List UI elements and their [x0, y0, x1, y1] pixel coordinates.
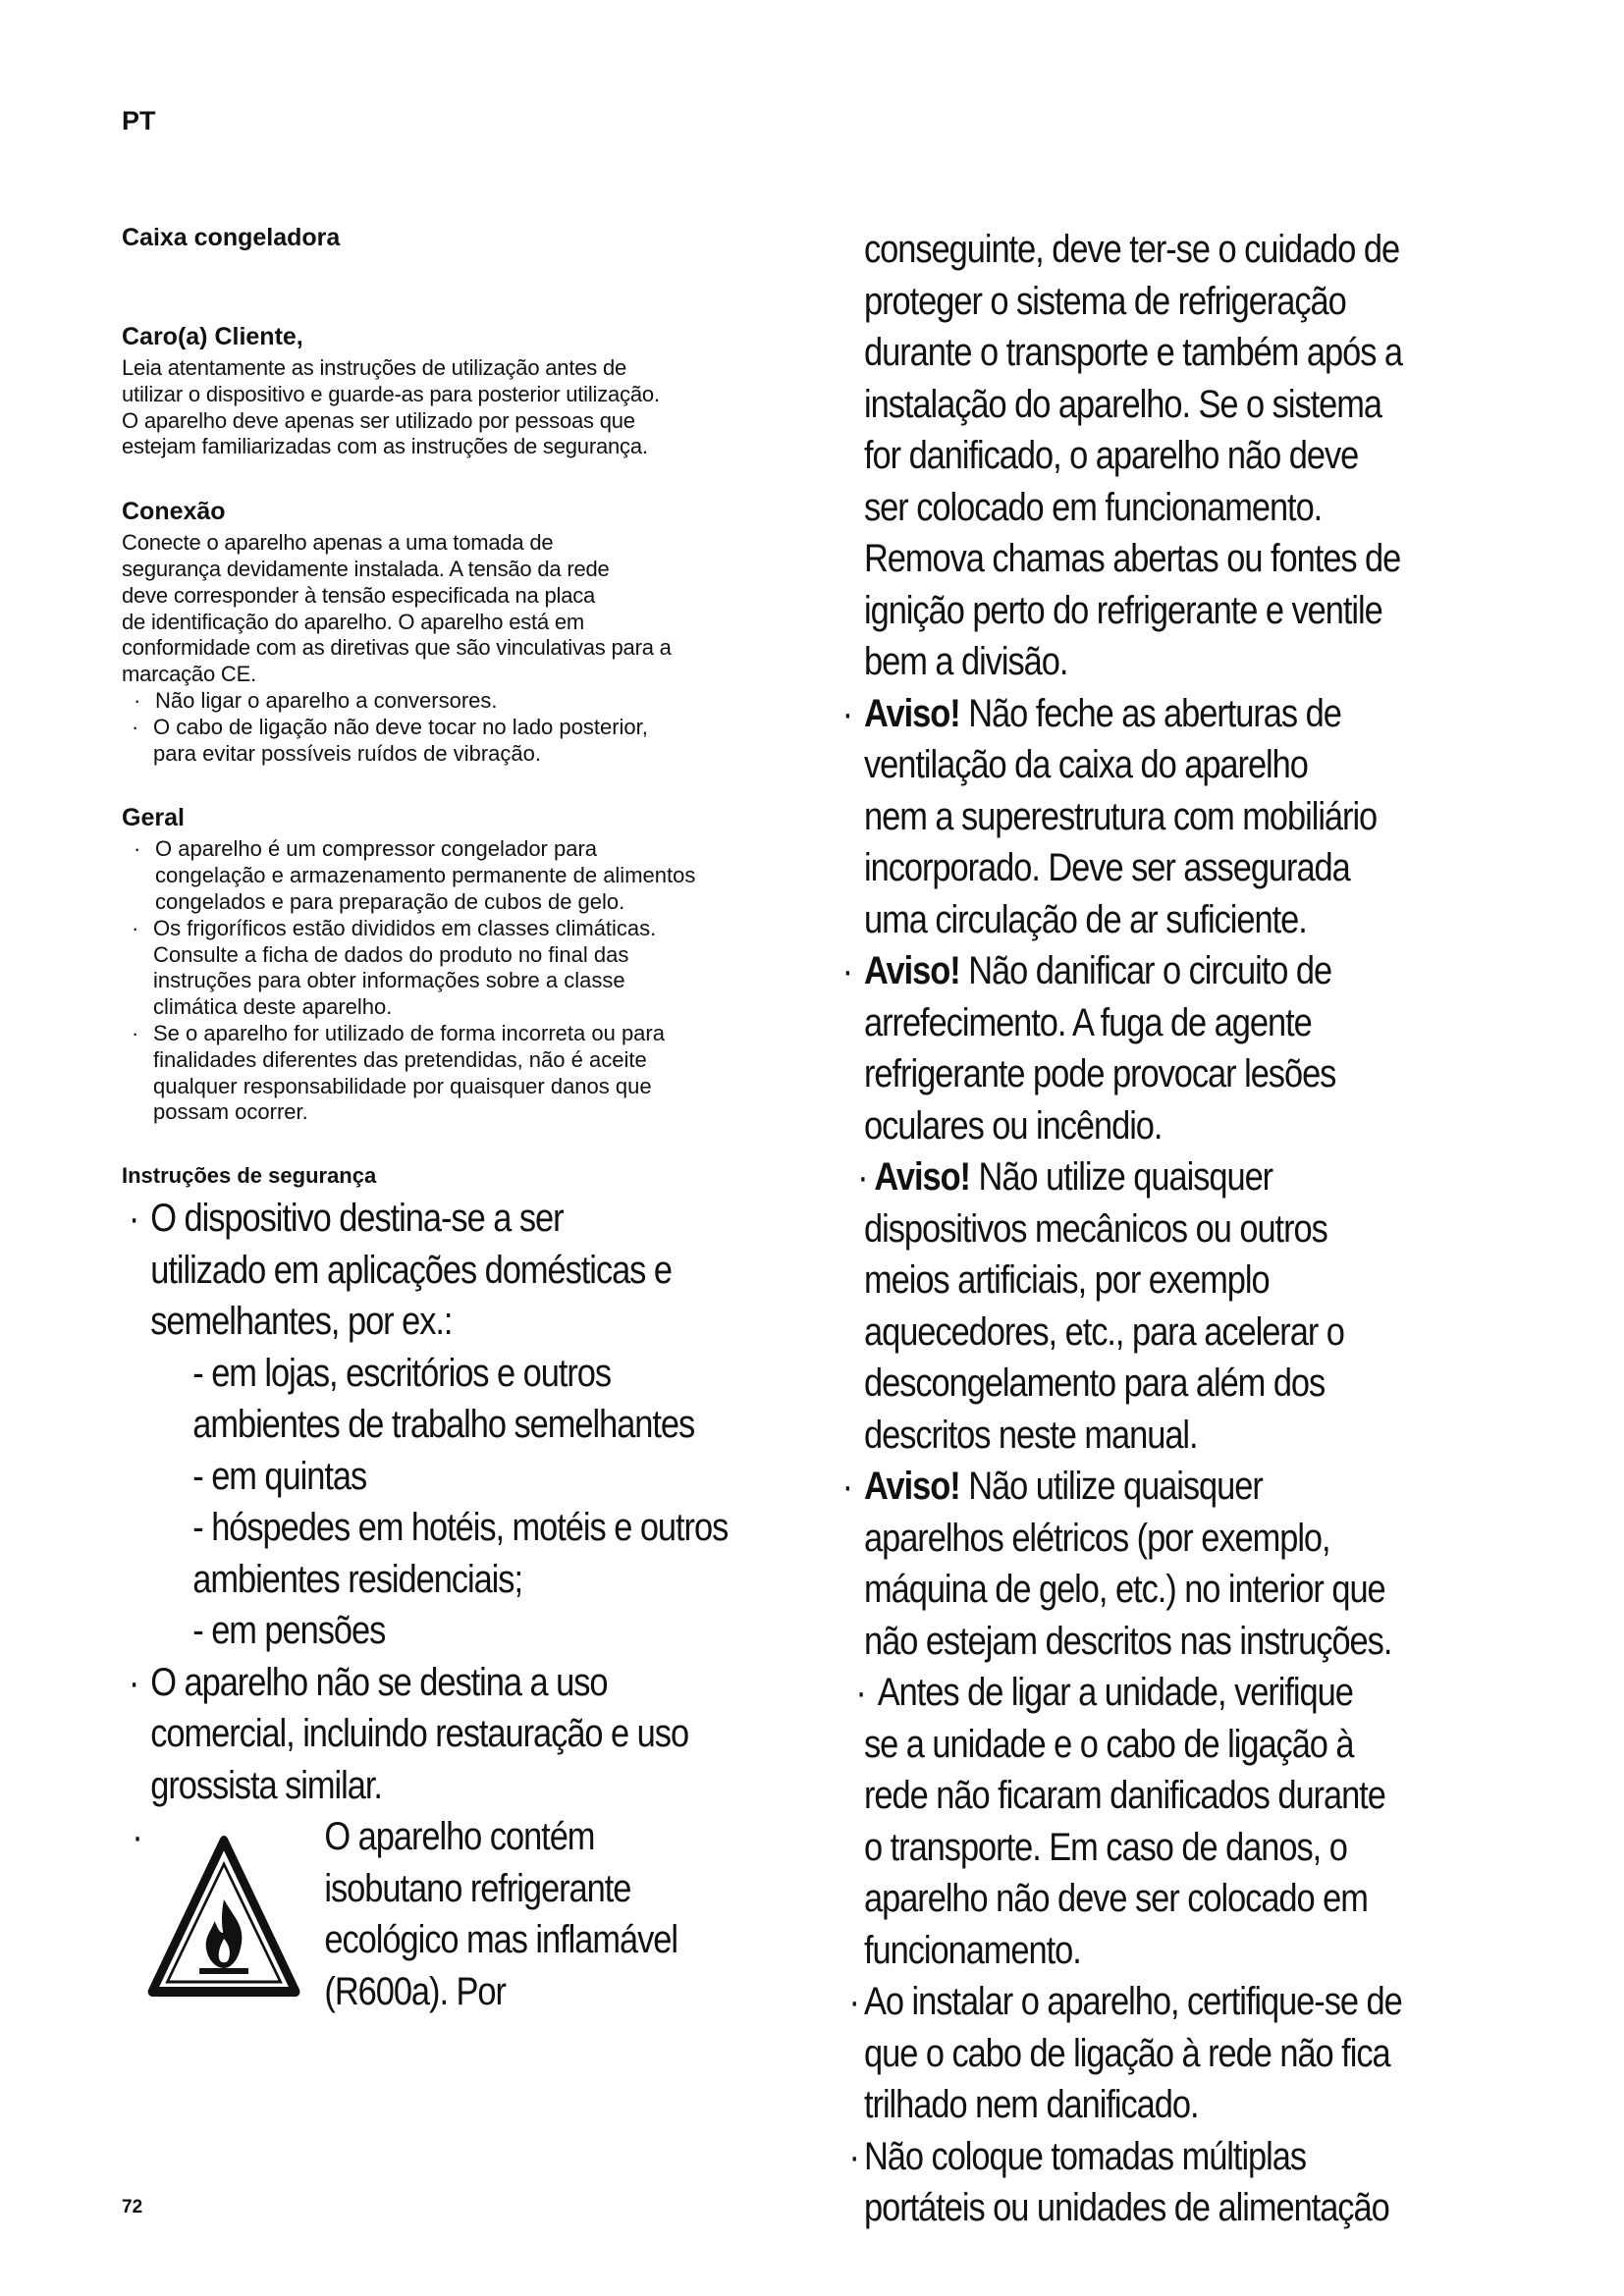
section-heading-safety: Instruções de segurança: [122, 1163, 377, 1189]
bullet-item: [122, 836, 809, 915]
left-column: [122, 224, 809, 2027]
text-line: [864, 1461, 1500, 1513]
language-code: PT: [122, 106, 156, 135]
bullet-text: Não ligar o aparelho a conversores.: [155, 687, 498, 713]
section-dear-customer: [122, 323, 809, 460]
bullet-text: O aparelho é um compressor congelador para: [155, 836, 598, 862]
text-line: O aparelho não se destina a uso: [150, 1660, 608, 1704]
paragraph-dear-customer: [122, 355, 809, 460]
text-line: Não coloque tomadas múltiplas: [864, 2134, 1307, 2178]
text-line: utilizar o dispositivo e guarde-as para posterior utilização.: [122, 381, 660, 406]
text-line: instalação do aparelho. Se o sistema: [864, 382, 1381, 426]
sub-list: [150, 1348, 807, 1657]
warning-text: Não danificar o circuito de: [959, 949, 1332, 992]
text-line: conformidade com as diretivas que são vinculativas para a: [122, 635, 672, 661]
bullet-item: [836, 1667, 1501, 1976]
text-line: grossista similar.: [150, 1763, 382, 1807]
section-heading-connection: Conexão: [122, 498, 226, 526]
warning-item: [843, 1151, 1500, 1461]
text-line: durante o transporte e também após a: [864, 331, 1403, 374]
text-line: uma circulação de ar suficiente.: [864, 897, 1307, 941]
paragraph-connection: [122, 530, 809, 688]
text-line: máquina de gelo, etc.) no interior que: [864, 1568, 1385, 1611]
flammable-warning-text: [324, 1811, 746, 2017]
bullet-text: congelados e para preparação de cubos de gelo.: [155, 888, 625, 914]
text-line: O dispositivo destina-se a ser: [150, 1197, 564, 1241]
bullet-text: congelação e armazenamento permanente de alimentos: [155, 863, 696, 888]
text-line: Ao instalar o aparelho, certifique-se de: [864, 1980, 1402, 2023]
safety-text: [122, 1193, 807, 2027]
bullet-item: [122, 688, 809, 715]
text-line: funcionamento.: [864, 1928, 1081, 1972]
text-line: descritos neste manual.: [864, 1413, 1198, 1457]
bullet-item: [122, 1193, 807, 1657]
sub-item: - em quintas: [192, 1454, 367, 1498]
bullet-text: Consulte a ficha de dados do produto no final das: [153, 941, 629, 967]
text-line: semelhantes, por ex.:: [150, 1300, 453, 1344]
text-line: [874, 1151, 1500, 1203]
text-line: (R600a). Por: [324, 1969, 506, 2013]
text-line: estejam familiarizadas com as instruções de segurança.: [122, 434, 648, 459]
bullet-dot: ·: [857, 1155, 868, 1199]
text-line: portáteis ou unidades de alimentação: [864, 2186, 1389, 2229]
continued-paragraph: [864, 224, 1500, 688]
safety-text-continued: [841, 224, 1500, 2234]
bullet-dot: ·: [848, 1980, 859, 2023]
text-line: ecológico mas inflamável: [324, 1918, 677, 1962]
page-number: 72: [122, 2197, 143, 2217]
text-line: descongelamento para além dos: [864, 1362, 1326, 1405]
bullet-dot: ·: [134, 836, 141, 862]
bullet-dot: ·: [132, 714, 139, 739]
text-line: conseguinte, deve ter-se o cuidado de: [864, 228, 1400, 271]
bullet-text: finalidades diferentes das pretendidas, não é aceite: [153, 1046, 647, 1072]
text-line: O aparelho contém: [324, 1815, 595, 1859]
text-line: incorporado. Deve ser assegurada: [864, 846, 1350, 889]
sub-item: - em lojas, escritórios e outros: [192, 1351, 612, 1395]
bullet-dot: ·: [132, 1815, 142, 1859]
bullet-item: [122, 1657, 807, 1812]
text-line: for danificado, o aparelho não deve: [864, 434, 1359, 477]
text-line: segurança devidamente instalada. A tensão da rede: [122, 556, 610, 581]
section-connection: [122, 498, 809, 767]
text-line: aparelho não deve ser colocado em: [864, 1877, 1368, 1920]
warning-text: Não utilize quaisquer: [969, 1155, 1273, 1199]
text-line: comercial, incluindo restauração e uso: [150, 1712, 689, 1756]
bullet-text: climática deste aparelho.: [153, 994, 393, 1020]
warning-item: [836, 945, 1501, 1151]
text-line: oculares ou incêndio.: [864, 1103, 1163, 1148]
text-line: O aparelho deve apenas ser utilizado por pessoas que: [122, 407, 635, 433]
sub-item: - em pensões: [192, 1609, 386, 1653]
bullet-dot: ·: [132, 1020, 139, 1045]
text-line: ser colocado em funcionamento.: [864, 485, 1323, 529]
bullet-text: qualquer responsabilidade por quaisquer danos que: [153, 1073, 652, 1098]
text-line: que o cabo de ligação à rede não fica: [864, 2031, 1390, 2075]
text-line: refrigerante pode provocar lesões: [864, 1052, 1336, 1095]
text-line: meios artificiais, por exemplo: [864, 1258, 1270, 1302]
bullet-text: possam ocorrer.: [153, 1099, 308, 1125]
warning-label: Aviso!: [864, 1465, 960, 1508]
text-line: [864, 945, 1500, 997]
warning-label: Aviso!: [874, 1155, 970, 1199]
bullet-text: O cabo de ligação não deve tocar no lado posterior,: [153, 714, 648, 739]
text-line: aparelhos elétricos (por exemplo,: [864, 1516, 1330, 1560]
text-line: trilhado nem danificado.: [864, 2083, 1199, 2126]
text-line: Remova chamas abertas ou fontes de: [864, 537, 1401, 580]
text-line: utilizado em aplicações domésticas e: [150, 1248, 672, 1292]
section-heading-general: Geral: [122, 804, 185, 832]
document-title: Caixa congeladora: [122, 224, 341, 251]
bullet-item: [122, 1021, 809, 1126]
text-line: de identificação do aparelho. O aparelho está em: [122, 609, 585, 634]
flammable-warning-block: [122, 1811, 807, 2027]
bullet-text: Os frigoríficos estão divididos em classes climáticas.: [153, 915, 657, 940]
flammable-warning-icon: [147, 1835, 301, 2002]
sub-item: - hóspedes em hotéis, motéis e outros: [192, 1506, 729, 1550]
text-line: o transporte. Em caso de danos, o: [864, 1825, 1347, 1869]
text-line: marcação CE.: [122, 662, 256, 687]
warning-item: [836, 1461, 1501, 1667]
right-column: [841, 224, 1502, 2234]
bullet-dot: ·: [132, 915, 139, 940]
bullet-dot: ·: [128, 1197, 139, 1241]
warning-label: Aviso!: [864, 691, 960, 735]
text-line: rede não ficaram danificados durante: [864, 1774, 1385, 1817]
bullet-dot: ·: [855, 1671, 866, 1714]
bullet-dot: ·: [841, 691, 853, 735]
bullet-item: [122, 916, 809, 1021]
bullet-item: [122, 715, 809, 768]
text-line: bem a divisão.: [864, 640, 1068, 683]
sub-item: ambientes residenciais;: [192, 1557, 522, 1601]
bullet-item: [843, 2131, 1500, 2234]
text-line: não estejam descritos nas instruções.: [864, 1619, 1392, 1663]
text-line: aquecedores, etc., para acelerar o: [864, 1309, 1344, 1354]
warning-text: Não utilize quaisquer: [959, 1465, 1263, 1508]
bullet-dot: ·: [841, 949, 853, 992]
text-line: arrefecimento. A fuga de agente: [864, 1000, 1312, 1044]
text-line: isobutano refrigerante: [324, 1866, 631, 1910]
warning-label: Aviso!: [864, 949, 960, 992]
bullet-text: instruções para obter informações sobre a classe: [153, 968, 625, 993]
bullet-dot: ·: [841, 1465, 853, 1508]
text-line: deve corresponder à tensão especificada na placa: [122, 582, 596, 608]
bullet-dot: ·: [848, 2134, 859, 2178]
bullet-item: [843, 1976, 1500, 2131]
warning-item: [836, 688, 1501, 946]
text-line: proteger o sistema de refrigeração: [864, 279, 1346, 323]
text-line: dispositivos mecânicos ou outros: [864, 1206, 1327, 1251]
section-safety: [122, 1163, 809, 2027]
bullet-dot: ·: [134, 687, 141, 713]
text-line: Antes de ligar a unidade, verifique: [877, 1671, 1353, 1714]
text-line: Leia atentamente as instruções de utilização antes de: [122, 355, 627, 380]
text-line: ignição perto do refrigerante e ventile: [864, 588, 1382, 632]
warning-text: Não feche as aberturas de: [959, 691, 1341, 735]
section-heading-dear-customer: Caro(a) Cliente,: [122, 323, 303, 350]
text-line: ventilação da caixa do aparelho: [864, 743, 1308, 786]
section-general: [122, 804, 809, 1126]
bullet-dot: ·: [128, 1660, 139, 1704]
text-line: nem a superestrutura com mobiliário: [864, 794, 1378, 838]
sub-item: ambientes de trabalho semelhantes: [192, 1403, 695, 1447]
text-line: se a unidade e o cabo de ligação à: [864, 1722, 1354, 1766]
bullet-text: para evitar possíveis ruídos de vibração.: [153, 740, 541, 766]
text-line: [864, 688, 1500, 740]
text-line: Conecte o aparelho apenas a uma tomada de: [122, 530, 554, 556]
bullet-text: Se o aparelho for utilizado de forma incorreta ou para: [153, 1020, 665, 1045]
